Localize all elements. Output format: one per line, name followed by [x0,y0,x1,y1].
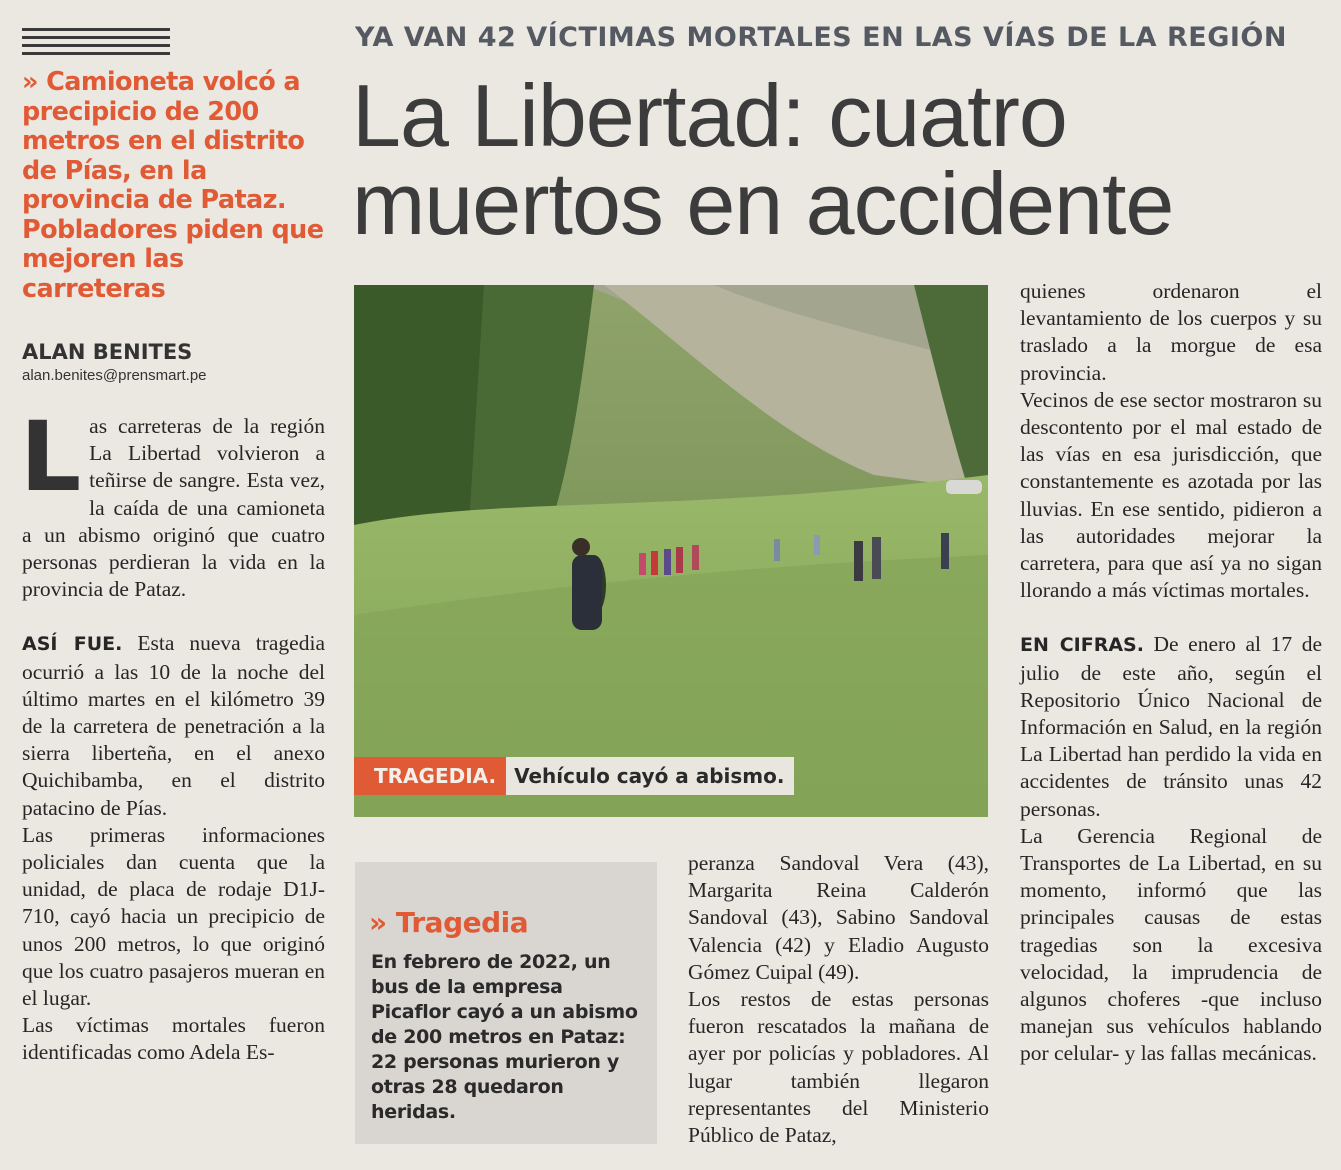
column1-paragraph-1: as carreteras de la región La Libertad volvieron a teñirse de sangre. Esta vez, la caída de una camioneta a un abismo originó que cuatro personas perdieran la vida en la provincia de Pataz. [22,414,325,602]
byline-email: alan.benites@prensmart.pe [22,367,207,384]
section-lead-en-cifras: EN CIFRAS. [1020,634,1144,657]
drop-cap: L [20,401,82,513]
article-column-3 [1020,278,1322,1068]
caption-text: Vehículo cayó a abismo. [506,757,794,795]
headline-line-1: La Libertad: cuatro [352,66,1067,165]
column1-paragraph-4: Las víctimas mortales fueron identificadas como Adela Es- [22,1013,325,1065]
box-title: » Tragedia [369,906,529,939]
column1-paragraph-2: Esta nueva tragedia ocurrió a las 10 de la noche del último martes en el kilómetro 39 de la carretera de penetración a la sierra liberteña, en el anexo Quichibamba, en el distrito patacino de Pías. [22,631,325,820]
column3-paragraph-1: quienes ordenaron el levantamiento de los cuerpos y su traslado a la morgue de esa provincia. [1020,279,1322,385]
column2-paragraph-1: peranza Sandoval Vera (43), Margarita Reina Calderón Sandoval (43), Sabino Sandoval Valencia (42) y Eladio Augusto Gómez Cuipal (49). [688,851,989,984]
kicker: YA VAN 42 VÍCTIMAS MORTALES EN LAS VÍAS DE LA REGIÓN [355,22,1287,53]
column3-paragraph-3: De enero al 17 de julio de este año, según el Repositorio Único Nacional de Información en Salud, en la región La Libertad han perdido la vida en accidentes de tránsito unas 42 personas. [1020,632,1322,821]
box-text: En febrero de 2022, un bus de la empresa Picaflor cayó a un abismo de 200 metros en Pataz: 22 personas murieron y otras 28 quedaron heridas. [371,951,638,1123]
hillside-photo-illustration [354,285,988,817]
article-column-2 [688,850,989,1149]
masthead-rules [22,28,170,60]
column3-paragraph-4: La Gerencia Regional de Transportes de La Libertad, en su momento, informó que las principales causas de estas tragedias son la excesiva velocidad, la imprudencia de algunos choferes -que incluso manejan sus vehículos hablando por celular- y las fallas mecánicas. [1020,823,1322,1066]
tragedia-sidebar-box [355,862,657,1144]
deck-summary: » Camioneta volcó a precipicio de 200 metros en el distrito de Pías, en la provincia de Pataz. Pobladores piden que mejoren las carreteras [22,67,324,304]
photo-caption [354,756,794,796]
caption-tag: TRAGEDIA. [354,757,506,795]
column1-paragraph-3: Las primeras informaciones policiales dan cuenta que la unidad, de placa de rodaje D1J-710, cayó hacia un precipicio de unos 200 metros, lo que originó que los cuatro pasajeros mueran en el lugar. [22,822,325,1011]
section-lead-asi-fue: ASÍ FUE. [22,633,123,656]
article-photo [354,285,988,817]
column3-paragraph-2: Vecinos de ese sector mostraron su descontento por el mal estado de las vías en esa jurisdicción, que constantemente es azotada por las lluvias. En ese sentido, pidieron a las autoridades mejorar la carretera, para que así ya no sigan llorando a más víctimas mortales. [1020,387,1322,603]
column2-paragraph-2: Los restos de estas personas fueron rescatados la mañana de ayer por policías y pobladores. Al lugar también llegaron representantes del Ministerio Público de Pataz, [688,987,989,1148]
headline-line-2: muertos en accidente [352,154,1174,253]
article-column-1 [20,401,325,1067]
byline-author: ALAN BENITES [22,340,193,364]
headline [352,66,1327,253]
